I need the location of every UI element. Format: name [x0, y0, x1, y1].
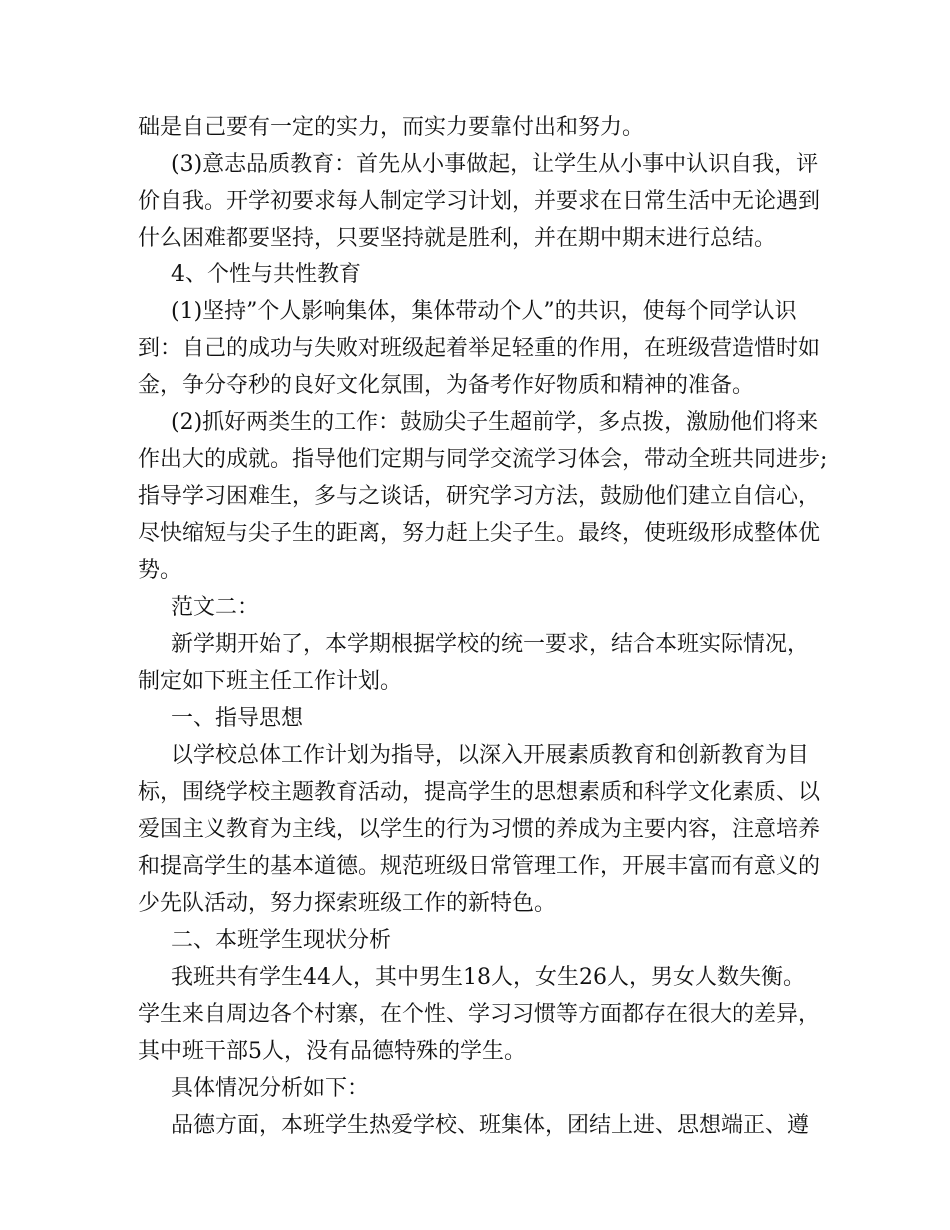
text-line: 制定如下班主任工作计划。: [138, 669, 403, 694]
text-line: 到：自己的成功与失败对班级起着举足轻重的作用，在班级营造惜时如: [138, 336, 821, 361]
text-line: 尽快缩短与尖子生的距离，努力赶上尖子生。最终，使班级形成整体优: [138, 521, 821, 546]
text-line: 品德方面，本班学生热爱学校、班集体，团结上进、思想端正、遵: [171, 1113, 810, 1138]
text-line: 其中班干部5人，没有品德特殊的学生。: [138, 1039, 526, 1064]
text-line: 势。: [138, 558, 183, 583]
text-line: 少先队活动，努力探索班级工作的新特色。: [138, 891, 557, 916]
text-line: (1)坚持”个人影响集体，集体带动个人”的共识，使每个同学认识: [171, 299, 797, 324]
text-line: 学生来自周边各个村寨，在个性、学习习惯等方面都存在很大的差异，: [138, 1002, 821, 1027]
text-line: 以学校总体工作计划为指导，以深入开展素质教育和创新教育为目: [171, 743, 810, 768]
section-heading: 二、本班学生现状分析: [171, 928, 392, 953]
text-line: 新学期开始了，本学期根据学校的统一要求，结合本班实际情况，: [171, 632, 810, 657]
text-line: 具体情况分析如下：: [171, 1076, 370, 1101]
text-line: 础是自己要有一定的实力，而实力要靠付出和努力。: [138, 115, 645, 140]
section-heading: 一、指导思想: [171, 706, 304, 731]
text-line: 作出大的成就。指导他们定期与同学交流学习体会，带动全班共同进步;: [138, 447, 828, 472]
text-line: 爱国主义教育为主线，以学生的行为习惯的养成为主要内容，注意培养: [138, 817, 821, 842]
text-line: (3)意志品质教育：首先从小事做起，让学生从小事中认识自我，评: [171, 152, 819, 177]
section-heading: 范文二：: [171, 595, 260, 620]
section-heading: 4、个性与共性教育: [171, 262, 361, 287]
text-line: 指导学习困难生，多与之谈话，研究学习方法，鼓励他们建立自信心，: [138, 484, 821, 509]
text-line: 标，围绕学校主题教育活动，提高学生的思想素质和科学文化素质、以: [138, 780, 821, 805]
text-line: (2)抓好两类生的工作：鼓励尖子生超前学，多点拨，激励他们将来: [171, 410, 819, 435]
text-line: 金，争分夺秒的良好文化氛围，为备考作好物质和精神的准备。: [138, 373, 755, 398]
text-line: 价自我。开学初要求每人制定学习计划，并要求在日常生活中无论遇到: [138, 189, 821, 214]
text-line: 和提高学生的基本道德。规范班级日常管理工作，开展丰富而有意义的: [138, 854, 821, 879]
text-line: 什么困难都要坚持，只要坚持就是胜利，并在期中期末进行总结。: [138, 226, 777, 251]
text-line: 我班共有学生44人，其中男生18人，女生26人，男女人数失衡。: [171, 965, 805, 990]
